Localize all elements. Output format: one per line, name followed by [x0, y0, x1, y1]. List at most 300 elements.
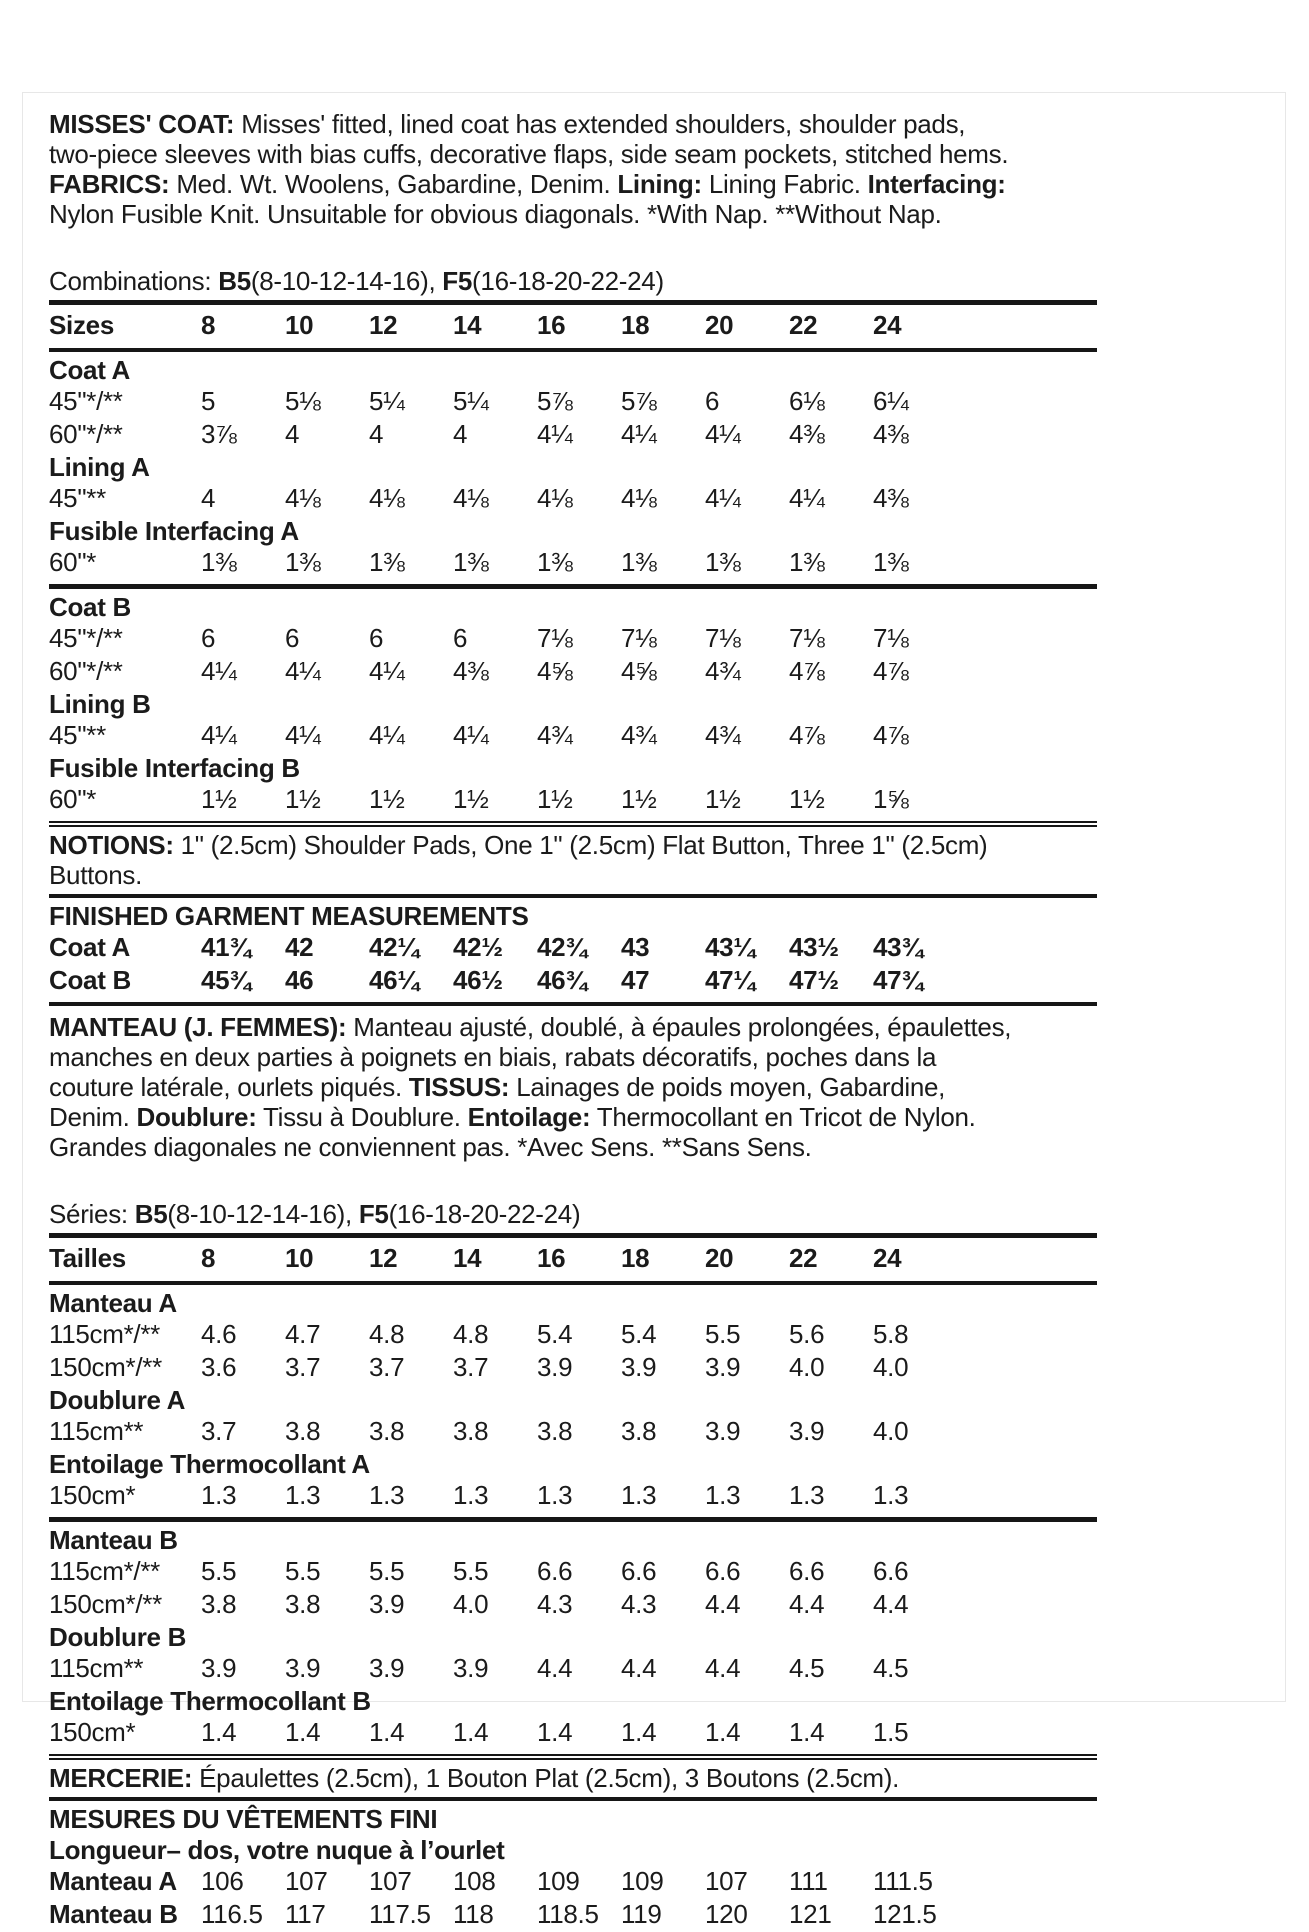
table-cell: 121 — [789, 1899, 832, 1929]
table-cell: 4⅜ — [453, 656, 489, 686]
table-cell: 42 — [285, 932, 314, 962]
table-cell: 3.9 — [705, 1352, 741, 1382]
table-cell: 6 — [369, 623, 384, 653]
row-label: 115cm*/** — [49, 1319, 160, 1349]
section-heading-label: Coat A — [49, 355, 131, 385]
section-heading-label: Coat B — [49, 592, 131, 622]
table-cell: 6 — [201, 623, 216, 653]
table-cell: 45¾ — [201, 965, 251, 995]
table-row — [49, 1319, 1097, 1352]
table-cell: 4⅞ — [873, 656, 909, 686]
table-cell: 4 — [201, 483, 216, 513]
table-cell: 3.9 — [369, 1589, 405, 1619]
text-line — [49, 1072, 1285, 1102]
text-run: (8-10-12-14-16), — [167, 1199, 359, 1229]
table-cell: 47¾ — [873, 965, 923, 995]
table-cell: 4¼ — [285, 656, 321, 686]
divider — [49, 1002, 1097, 1006]
text-line — [49, 266, 1285, 296]
text-run-bold: TISSUS: — [408, 1072, 510, 1102]
table-row — [49, 419, 1097, 452]
table-cell: 1.3 — [789, 1480, 825, 1510]
text-run-bold: F5 — [358, 1199, 389, 1229]
table-cell: 6.6 — [789, 1556, 825, 1586]
french-metrage-table — [49, 1241, 1097, 1760]
mesures-subtitle: Longueur– dos, votre nuque à l’ourlet — [49, 1835, 505, 1865]
table-cell: 5.5 — [201, 1556, 237, 1586]
table-cell: 4⅞ — [873, 720, 909, 750]
table-cell: 4.3 — [537, 1589, 573, 1619]
text-run-bold: B5 — [134, 1199, 168, 1229]
table-cell: 3.9 — [285, 1653, 321, 1683]
section-heading-label: Lining B — [49, 689, 151, 719]
table-cell: 1⅜ — [537, 547, 573, 577]
table-cell: 7⅛ — [537, 623, 573, 653]
table-row — [49, 623, 1097, 656]
table-cell: 3.8 — [453, 1416, 489, 1446]
divider — [49, 1517, 1097, 1522]
table-header-row — [49, 308, 1097, 344]
table-cell: 43¾ — [873, 932, 923, 962]
text-run-bold: Lining: — [617, 169, 702, 199]
divider — [49, 1754, 1097, 1760]
table-section-heading — [49, 1525, 1097, 1556]
table-cell: 3.9 — [201, 1653, 237, 1683]
table-cell: 1.3 — [453, 1480, 489, 1510]
table-cell: 4.3 — [621, 1589, 657, 1619]
table-section-heading — [49, 1385, 1097, 1416]
table-cell: 1.4 — [453, 1717, 489, 1747]
table-cell: 1½ — [537, 784, 573, 814]
table-cell: 42½ — [453, 932, 503, 962]
table-section-heading — [49, 1686, 1097, 1717]
table-cell: 42¾ — [537, 932, 587, 962]
table-cell: 1⅜ — [621, 547, 657, 577]
size-column-header: 24 — [873, 1243, 902, 1273]
table-row — [49, 1416, 1097, 1449]
table-row — [49, 965, 1097, 998]
table-row — [49, 386, 1097, 419]
mesures-block — [49, 1804, 1285, 1932]
divider — [49, 584, 1097, 589]
table-cell: 4.8 — [453, 1319, 489, 1349]
table-cell: 5¼ — [369, 386, 405, 416]
table-cell: 1⅜ — [201, 547, 237, 577]
table-row — [49, 932, 1097, 965]
table-cell: 116.5 — [201, 1899, 263, 1929]
finished-measurements-rows — [49, 932, 1097, 998]
mesures-rows — [49, 1866, 1097, 1932]
text-line — [49, 1042, 1285, 1072]
section-heading-label: Fusible Interfacing B — [49, 753, 300, 783]
row-label: 45"*/** — [49, 623, 123, 653]
divider — [49, 300, 1097, 305]
table-cell: 4¼ — [537, 419, 573, 449]
row-label: Coat A — [49, 932, 131, 962]
row-label: 60"*/** — [49, 419, 123, 449]
table-cell: 6.6 — [705, 1556, 741, 1586]
table-cell: 4¼ — [369, 656, 405, 686]
table-section-heading — [49, 592, 1097, 623]
table-cell: 118.5 — [537, 1899, 599, 1929]
section-heading-label: Doublure A — [49, 1385, 186, 1415]
table-cell: 4.8 — [369, 1319, 405, 1349]
table-cell: 1.4 — [285, 1717, 321, 1747]
table-cell: 43¼ — [705, 932, 755, 962]
size-column-header: 8 — [201, 1243, 216, 1273]
table-row — [49, 1352, 1097, 1385]
row-label: 60"* — [49, 547, 97, 577]
table-cell: 1½ — [453, 784, 489, 814]
section-heading-label: Doublure B — [49, 1622, 187, 1652]
text-line — [49, 830, 1285, 860]
table-cell: 4⅛ — [285, 483, 321, 513]
text-line — [49, 169, 1285, 199]
notions-paragraph — [49, 830, 1285, 890]
table-cell: 4¼ — [369, 720, 405, 750]
table-cell: 1½ — [369, 784, 405, 814]
table-cell: 3.9 — [621, 1352, 657, 1382]
text-line — [49, 199, 1285, 229]
table-cell: 4¼ — [789, 483, 825, 513]
table-cell: 4¼ — [201, 720, 237, 750]
french-description — [49, 1012, 1285, 1162]
divider — [49, 821, 1097, 827]
table-cell: 6.6 — [537, 1556, 573, 1586]
row-label: Coat B — [49, 965, 131, 995]
table-cell: 41¾ — [201, 932, 251, 962]
table-cell: 107 — [285, 1866, 328, 1896]
pattern-instruction-sheet — [22, 92, 1286, 1929]
table-row — [49, 1717, 1097, 1750]
row-label: 60"* — [49, 784, 97, 814]
table-cell: 4⅛ — [369, 483, 405, 513]
table-section-coat-b — [49, 592, 1097, 817]
table-cell: 4⅜ — [789, 419, 825, 449]
table-row — [49, 547, 1097, 580]
row-label: 115cm** — [49, 1653, 144, 1683]
text-run-bold: F5 — [442, 266, 473, 296]
text-run-bold: Interfacing: — [867, 169, 1006, 199]
text-run: Denim. — [49, 1102, 137, 1132]
table-cell: 3.7 — [369, 1352, 405, 1382]
table-cell: 6 — [705, 386, 720, 416]
size-column-header: 14 — [453, 310, 482, 340]
row-label: Manteau B — [49, 1899, 178, 1929]
table-section-heading — [49, 516, 1097, 547]
text-run: two-piece sleeves with bias cuffs, decorative flaps, side seam pockets, stitched hems. — [49, 139, 1009, 169]
section-heading-label: Entoilage Thermocollant A — [49, 1449, 370, 1479]
table-cell: 120 — [705, 1899, 748, 1929]
table-cell: 5.6 — [789, 1319, 825, 1349]
table-cell: 6⅛ — [789, 386, 825, 416]
table-cell: 4⅛ — [537, 483, 573, 513]
table-cell: 1.3 — [369, 1480, 405, 1510]
table-cell: 3.9 — [789, 1416, 825, 1446]
table-row — [49, 1866, 1097, 1899]
divider — [49, 1281, 1097, 1285]
table-cell: 4.5 — [789, 1653, 825, 1683]
table-cell: 3.6 — [201, 1352, 237, 1382]
table-cell: 7⅛ — [621, 623, 657, 653]
table-cell: 4⅝ — [537, 656, 573, 686]
table-cell: 7⅛ — [789, 623, 825, 653]
text-run: 1" (2.5cm) Shoulder Pads, One 1" (2.5cm) Flat Button, Three 1" (2.5cm) — [173, 830, 988, 860]
text-run: Manteau ajusté, doublé, à épaules prolongées, épaulettes, — [346, 1012, 1012, 1042]
size-column-header: 22 — [789, 310, 818, 340]
table-row — [49, 720, 1097, 753]
table-row — [49, 656, 1097, 689]
size-column-header: 24 — [873, 310, 902, 340]
row-label: 115cm** — [49, 1416, 144, 1446]
table-cell: 4¾ — [621, 720, 657, 750]
table-cell: 1.3 — [621, 1480, 657, 1510]
row-label: 45"** — [49, 483, 106, 513]
table-cell: 1.5 — [873, 1717, 909, 1747]
table-cell: 3.8 — [369, 1416, 405, 1446]
table-cell: 3.8 — [201, 1589, 237, 1619]
row-label: 150cm*/** — [49, 1589, 162, 1619]
table-cell: 3.9 — [369, 1653, 405, 1683]
table-section-manteau-a — [49, 1288, 1097, 1513]
table-cell: 1.3 — [285, 1480, 321, 1510]
table-cell: 4.0 — [453, 1589, 489, 1619]
table-cell: 1⅜ — [453, 547, 489, 577]
table-cell: 5.5 — [453, 1556, 489, 1586]
table-cell: 3.7 — [453, 1352, 489, 1382]
table-cell: 4.4 — [705, 1589, 741, 1619]
table-cell: 4.4 — [873, 1589, 909, 1619]
column-header-label: Sizes — [49, 310, 114, 340]
table-cell: 4.0 — [873, 1416, 909, 1446]
table-cell: 3.8 — [285, 1589, 321, 1619]
text-run-bold: MERCERIE: — [49, 1763, 193, 1793]
size-column-header: 10 — [285, 1243, 314, 1273]
size-column-header: 10 — [285, 310, 314, 340]
table-cell: 5⅞ — [621, 386, 657, 416]
table-cell: 4¾ — [705, 656, 741, 686]
row-label: 45"*/** — [49, 386, 123, 416]
table-cell: 46½ — [453, 965, 503, 995]
text-run: Med. Wt. Woolens, Gabardine, Denim. — [169, 169, 618, 199]
table-cell: 7⅛ — [705, 623, 741, 653]
size-column-header: 16 — [537, 310, 566, 340]
table-cell: 4¼ — [705, 483, 741, 513]
table-cell: 4.4 — [705, 1653, 741, 1683]
table-cell: 5.8 — [873, 1319, 909, 1349]
table-cell: 1⅜ — [369, 547, 405, 577]
text-run: Lining Fabric. — [701, 169, 868, 199]
table-cell: 1.3 — [705, 1480, 741, 1510]
table-section-heading — [49, 753, 1097, 784]
text-line — [49, 1012, 1285, 1042]
table-cell: 119 — [621, 1899, 662, 1929]
table-cell: 1.3 — [873, 1480, 909, 1510]
divider — [49, 894, 1097, 898]
row-label: 45"** — [49, 720, 106, 750]
divider — [49, 348, 1097, 352]
text-line — [49, 1132, 1285, 1162]
table-cell: 6¼ — [873, 386, 909, 416]
table-cell: 3.8 — [285, 1416, 321, 1446]
row-label: 60"*/** — [49, 656, 123, 686]
text-run-bold: Doublure: — [136, 1102, 257, 1132]
table-cell: 7⅛ — [873, 623, 909, 653]
table-cell: 1.3 — [537, 1480, 573, 1510]
table-cell: 4 — [453, 419, 468, 449]
table-cell: 5.4 — [537, 1319, 573, 1349]
table-cell: 42¼ — [369, 932, 419, 962]
table-cell: 5.5 — [369, 1556, 405, 1586]
text-run: Buttons. — [49, 860, 142, 890]
text-run: Thermocollant en Tricot de Nylon. — [590, 1102, 976, 1132]
table-cell: 107 — [369, 1866, 412, 1896]
row-label: Manteau A — [49, 1866, 177, 1896]
text-run: manches en deux parties à poignets en biais, rabats décoratifs, poches dans la — [49, 1042, 937, 1072]
table-row — [49, 1899, 1097, 1932]
table-cell: 109 — [621, 1866, 664, 1896]
table-cell: 4.4 — [789, 1589, 825, 1619]
table-cell: 118 — [453, 1899, 494, 1929]
table-cell: 111.5 — [873, 1866, 933, 1896]
table-section-heading — [49, 1622, 1097, 1653]
table-cell: 6 — [285, 623, 300, 653]
table-cell: 4⅞ — [789, 720, 825, 750]
table-cell: 111 — [789, 1866, 828, 1896]
table-cell: 1½ — [705, 784, 741, 814]
table-cell: 46¼ — [369, 965, 419, 995]
size-column-header: 18 — [621, 1243, 650, 1273]
table-section-heading — [49, 355, 1097, 386]
table-cell: 4¼ — [621, 419, 657, 449]
row-label: 115cm*/** — [49, 1556, 160, 1586]
table-cell: 6 — [453, 623, 468, 653]
section-heading-label: Manteau A — [49, 1288, 177, 1318]
section-heading-label: Fusible Interfacing A — [49, 516, 299, 546]
table-cell: 1⅜ — [285, 547, 321, 577]
text-run-bold: FABRICS: — [49, 169, 170, 199]
text-run: Séries: — [49, 1199, 135, 1229]
text-run: (16-18-20-22-24) — [388, 1199, 581, 1229]
table-section-manteau-b — [49, 1525, 1097, 1750]
table-cell: 3.9 — [453, 1653, 489, 1683]
finished-measurements-block — [49, 901, 1285, 998]
table-cell: 1⅜ — [705, 547, 741, 577]
table-cell: 46 — [285, 965, 314, 995]
text-run-bold: B5 — [218, 266, 251, 296]
text-run: Combinations: — [49, 266, 219, 296]
table-cell: 4.0 — [789, 1352, 825, 1382]
table-cell: 1.4 — [369, 1717, 405, 1747]
combinations-line — [49, 266, 1285, 296]
text-line — [49, 139, 1285, 169]
table-section-heading — [49, 689, 1097, 720]
table-cell: 3.8 — [621, 1416, 657, 1446]
text-run: Tissu à Doublure. — [256, 1102, 468, 1132]
text-line — [49, 1763, 1285, 1793]
text-line — [49, 1199, 1285, 1229]
table-cell: 4.6 — [201, 1319, 237, 1349]
size-column-header: 16 — [537, 1243, 566, 1273]
table-cell: 1⅜ — [789, 547, 825, 577]
table-cell: 43 — [621, 932, 650, 962]
text-run: (16-18-20-22-24) — [472, 266, 664, 296]
text-run: Nylon Fusible Knit. Unsuitable for obvious diagonals. *With Nap. **Without Nap. — [49, 199, 942, 229]
table-cell: 4⅞ — [789, 656, 825, 686]
size-column-header: 12 — [369, 310, 398, 340]
table-cell: 3.9 — [705, 1416, 741, 1446]
text-line — [49, 860, 1285, 890]
table-cell: 4⅝ — [621, 656, 657, 686]
table-cell: 117.5 — [369, 1899, 431, 1929]
table-cell: 121.5 — [873, 1899, 937, 1929]
text-run-bold: NOTIONS: — [49, 830, 174, 860]
sheet-content — [23, 93, 1285, 1932]
table-cell: 5.5 — [285, 1556, 321, 1586]
english-yardage-table — [49, 308, 1097, 827]
table-row — [49, 784, 1097, 817]
text-run: couture latérale, ourlets piqués. — [49, 1072, 409, 1102]
size-column-header: 12 — [369, 1243, 398, 1273]
row-label: 150cm* — [49, 1717, 136, 1747]
table-cell: 1.4 — [201, 1717, 237, 1747]
table-row — [49, 1653, 1097, 1686]
finished-measurements-title: FINISHED GARMENT MEASUREMENTS — [49, 901, 529, 931]
table-cell: 5.5 — [705, 1319, 741, 1349]
size-column-header: 20 — [705, 1243, 734, 1273]
english-description — [49, 109, 1285, 229]
row-label: 150cm* — [49, 1480, 136, 1510]
table-cell: 1½ — [285, 784, 321, 814]
table-cell: 117 — [285, 1899, 326, 1929]
table-cell: 5¼ — [453, 386, 489, 416]
size-column-header: 8 — [201, 310, 216, 340]
table-cell: 6.6 — [873, 1556, 909, 1586]
divider — [49, 1797, 1097, 1801]
series-line — [49, 1199, 1285, 1229]
section-heading-label: Entoilage Thermocollant B — [49, 1686, 371, 1716]
table-cell: 1½ — [201, 784, 237, 814]
row-label: 150cm*/** — [49, 1352, 162, 1382]
table-cell: 109 — [537, 1866, 580, 1896]
text-run-bold: MANTEAU (J. FEMMES): — [49, 1012, 347, 1042]
table-row — [49, 1556, 1097, 1589]
table-cell: 108 — [453, 1866, 496, 1896]
size-column-header: 14 — [453, 1243, 482, 1273]
table-cell: 47 — [621, 965, 650, 995]
table-cell: 1.3 — [201, 1480, 237, 1510]
table-cell: 1½ — [789, 784, 825, 814]
table-cell: 4.7 — [285, 1319, 321, 1349]
size-column-header: 20 — [705, 310, 734, 340]
table-cell: 4.4 — [537, 1653, 573, 1683]
mesures-title: MESURES DU VÊTEMENTS FINI — [49, 1804, 438, 1834]
table-cell: 4.5 — [873, 1653, 909, 1683]
text-run: Grandes diagonales ne conviennent pas. *Avec Sens. **Sans Sens. — [49, 1132, 812, 1162]
table-cell: 107 — [705, 1866, 748, 1896]
table-cell: 4⅛ — [453, 483, 489, 513]
table-cell: 6.6 — [621, 1556, 657, 1586]
table-row — [49, 1480, 1097, 1513]
size-column-header: 18 — [621, 310, 650, 340]
table-cell: 1.4 — [621, 1717, 657, 1747]
section-heading-label: Manteau B — [49, 1525, 178, 1555]
table-cell: 3⅞ — [201, 419, 237, 449]
table-cell: 4¼ — [201, 656, 237, 686]
table-section-heading — [49, 452, 1097, 483]
text-line — [49, 109, 1285, 139]
divider — [49, 1233, 1097, 1238]
